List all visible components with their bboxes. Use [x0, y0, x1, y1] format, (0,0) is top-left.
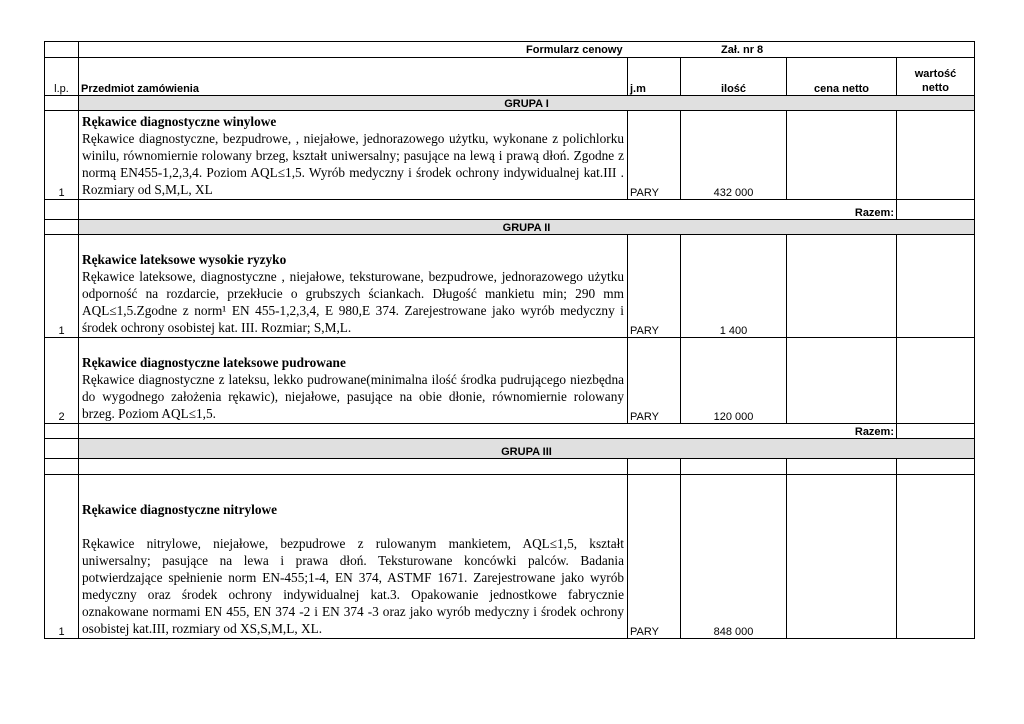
item-text: Rękawice diagnostyczne z lateksu, lekko pudrowane(minimalna ilość środka pudrującego niezbędna do wygodnego założenia rękawic), niejałowe, pasujące na obie dłonie, równomiernie rolowany brzeg. Poziom AQL≤1,5. — [82, 372, 624, 421]
price-form-sheet — [44, 41, 974, 639]
col-price-header: cena netto — [787, 58, 897, 96]
item-text: Rękawice nitrylowe, niejałowe, bezpudrowe z rulowanym mankietem, AQL≤1,5, kształt uniwersalny; pasujące na lewa i prawa dłoń. Teksturowane koncówki palców. Badania potwierdzające spełnienie norm EN-455;1-4, EN 374, ASTMF 1671. Zarejestrowane jako wyrób medyczny oraz środek ochrony indywidualnej kat.3. Opakowanie jednostkowe fabrycznie oznakowane normami EN 455, EN 374 -2 i EN 374 -3 oraz jako wyrób medyczny i środek ochrony osobistej kat.III, rozmiary od XS,S,M,L, XL. — [82, 536, 624, 636]
item-value-cell — [897, 338, 975, 424]
group-1-header-row — [45, 96, 975, 111]
item-description — [79, 475, 628, 639]
item-description — [79, 235, 628, 338]
title-row — [45, 42, 975, 58]
item-lp: 1 — [45, 111, 79, 200]
attachment-number: Zał. nr 8 — [721, 44, 764, 56]
item-value-cell — [897, 475, 975, 639]
group-2-label: GRUPA II — [79, 220, 975, 235]
group-2-item-2-row — [45, 338, 975, 424]
item-qty: 1 400 — [681, 235, 787, 338]
item-qty: 432 000 — [681, 111, 787, 200]
column-header-row — [45, 58, 975, 96]
col-qty-header: ilość — [681, 58, 787, 96]
item-price-cell — [787, 338, 897, 424]
form-title: Formularz cenowy — [526, 44, 623, 56]
col-value-header-line1: wartość — [914, 68, 957, 80]
item-qty: 848 000 — [681, 475, 787, 639]
group-3-blank-row — [45, 459, 975, 475]
item-description — [79, 111, 628, 200]
group-2-total-label: Razem: — [79, 424, 897, 439]
total-lp-cell — [45, 424, 79, 439]
group-1-total-value — [897, 200, 975, 220]
group-3-lp-cell — [45, 439, 79, 459]
item-lp: 1 — [45, 475, 79, 639]
col-lp-header: l.p. — [45, 58, 79, 96]
item-price-cell — [787, 111, 897, 200]
group-2-lp-cell — [45, 220, 79, 235]
group-3-header-row — [45, 439, 975, 459]
group-2-header-row — [45, 220, 975, 235]
item-value-cell — [897, 111, 975, 200]
group-2-total-value — [897, 424, 975, 439]
col-item-header: Przedmiot zamówienia — [79, 58, 628, 96]
blank-cell — [897, 459, 975, 475]
group-3-label: GRUPA III — [79, 439, 975, 459]
item-qty: 120 000 — [681, 338, 787, 424]
group-3-item-1-row — [45, 475, 975, 639]
blank-cell — [628, 459, 681, 475]
item-lp: 1 — [45, 235, 79, 338]
item-unit: PARY — [628, 111, 681, 200]
item-unit: PARY — [628, 338, 681, 424]
item-text: Rękawice lateksowe, diagnostyczne , niejałowe, teksturowane, bezpudrowe, jednorazowego użytku odporność na rozdarcie, przekłucie o grubszych ściankach. Długość mankietu min; 290 mm AQL≤1,5.Zgodne z norm¹ EN 455-1,2,3,4, E 980,E 374. Zarejestrowane jako wyrób medyczny i środek ochrony osobistej kat. III. Rozmiar; S,M,L. — [82, 269, 624, 335]
blank-cell — [45, 459, 79, 475]
item-title: Rękawice diagnostyczne lateksowe pudrowane — [82, 355, 346, 370]
item-title: Rękawice diagnostyczne winylowe — [82, 114, 277, 129]
item-unit: PARY — [628, 235, 681, 338]
col-value-header-line2: netto — [922, 82, 949, 94]
title-lp-cell — [45, 42, 79, 58]
blank-cell — [79, 459, 628, 475]
group-1-lp-cell — [45, 96, 79, 111]
item-description — [79, 338, 628, 424]
blank-cell — [681, 459, 787, 475]
group-1-label: GRUPA I — [79, 96, 975, 111]
total-lp-cell — [45, 200, 79, 220]
title-cell — [79, 42, 975, 58]
group-2-total-row — [45, 424, 975, 439]
item-price-cell — [787, 475, 897, 639]
price-form-table — [44, 41, 975, 639]
group-1-total-label: Razem: — [79, 200, 897, 220]
item-value-cell — [897, 235, 975, 338]
blank-cell — [787, 459, 897, 475]
item-text: Rękawice diagnostyczne, bezpudrowe, , niejałowe, jednorazowego użytku, wykonane z polichlorku winilu, równomiernie rolowany brzeg, kształt uniwersalny; pasujące na lewą i prawą dłoń. Zgodne z normą EN455-1,2,3,4. Poziom AQL≤1,5. Wyrób medyczny i środek ochrony indywidualnej kat.III . Rozmiary od S,M,L, XL — [82, 131, 624, 197]
item-price-cell — [787, 235, 897, 338]
item-title: Rękawice diagnostyczne nitrylowe — [82, 502, 277, 517]
col-unit-header: j.m — [628, 58, 681, 96]
item-title: Rękawice lateksowe wysokie ryzyko — [82, 252, 287, 267]
item-spacer — [82, 518, 624, 535]
group-1-total-row — [45, 200, 975, 220]
group-2-item-1-row — [45, 235, 975, 338]
item-lp: 2 — [45, 338, 79, 424]
group-1-item-1-row — [45, 111, 975, 200]
item-unit: PARY — [628, 475, 681, 639]
col-value-header — [897, 58, 975, 96]
